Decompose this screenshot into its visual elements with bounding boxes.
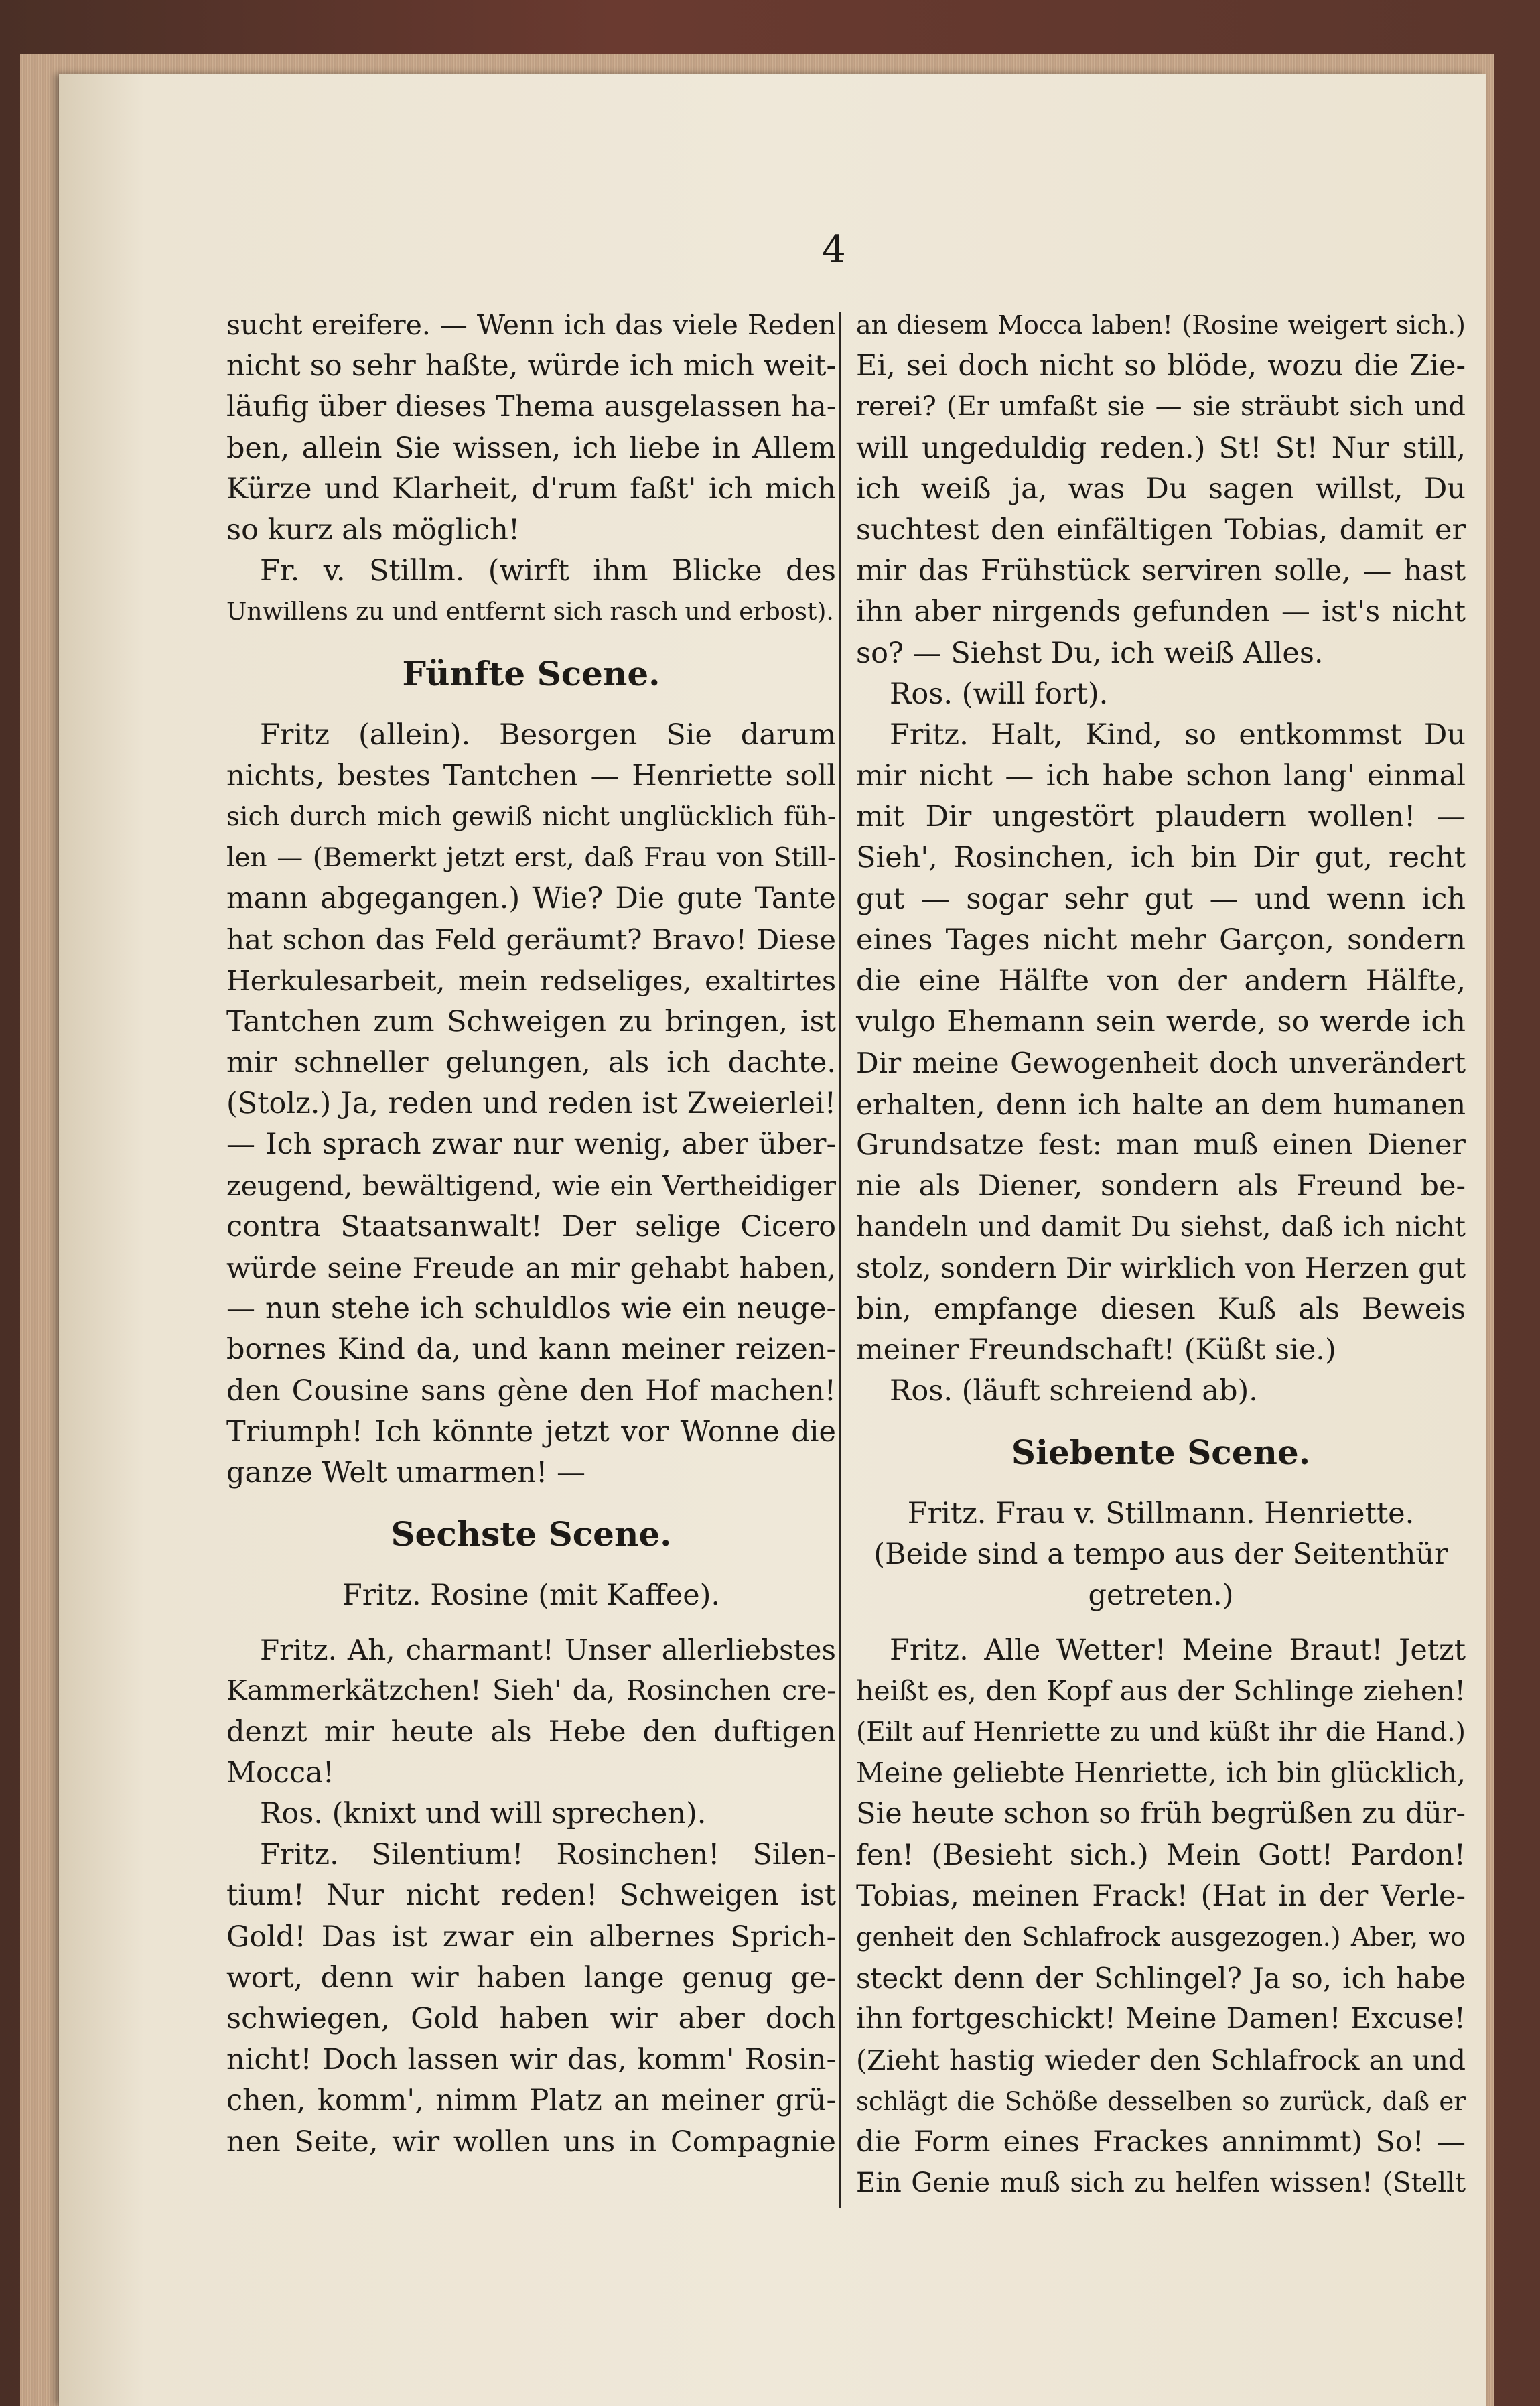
text-line: tium! Nur nicht reden! Schweigen ist	[226, 1879, 836, 1913]
text-line: nichts, bestes Tantchen — Henriette soll	[226, 758, 836, 793]
text-line: erhalten, denn ich halte an dem humanen	[856, 1087, 1466, 1121]
text-line: len — (Bemerkt jetzt erst, daß Frau von Still-	[226, 843, 836, 874]
text-line: genheit den Schlafrock ausgezogen.) Aber, wo	[856, 1922, 1466, 1952]
scene-heading: Siebente Scene.	[1011, 1432, 1311, 1473]
text-line: stolz, sondern Dir wirklich von Herzen gut	[856, 1252, 1466, 1285]
text-line: wort, denn wir haben lange genug ge-	[226, 1960, 836, 1995]
text-line: Fritz (allein). Besorgen Sie darum	[260, 718, 836, 752]
text-line: würde seine Freude an mir gehabt haben,	[226, 1251, 836, 1284]
text-line: sich durch mich gewiß nicht unglücklich füh-	[226, 801, 836, 832]
text-line: läufig über dieses Thema ausgelassen ha-	[226, 390, 837, 424]
text-line: meiner Freundschaft! (Küßt sie.)	[856, 1333, 1336, 1367]
left-text-column	[226, 305, 836, 2163]
text-line: Ros. (knixt und will sprechen).	[260, 1797, 707, 1830]
spacer	[856, 1617, 1466, 1630]
text-line: (Eilt auf Henriette zu und küßt ihr die Hand.)	[856, 1717, 1466, 1747]
text-line: (Stolz.) Ja, reden und reden ist Zweierlei!	[226, 1087, 836, 1121]
text-line: zeugend, bewältigend, wie ein Vertheidiger	[226, 1169, 836, 1202]
text-line: steckt denn der Schlingel? Ja so, ich habe	[856, 1962, 1466, 1995]
text-line: Triumph! Ich könnte jetzt vor Wonne die	[226, 1414, 836, 1449]
text-line: Kürze und Klarheit, d'rum faßt' ich mich	[226, 472, 836, 506]
text-line: an diesem Mocca laben! (Rosine weigert sich.)	[856, 310, 1466, 340]
text-line: bornes Kind da, und kann meiner reizen-	[226, 1333, 836, 1367]
text-line: Ein Genie muß sich zu helfen wissen! (Stellt	[856, 2167, 1466, 2199]
text-line: rerei? (Er umfaßt sie — sie sträubt sich und	[856, 391, 1466, 423]
stage-direction: Fritz. Frau v. Stillmann. Henriette.	[907, 1497, 1415, 1531]
text-line: mit Dir ungestört plaudern wollen! —	[856, 800, 1466, 834]
text-line: sucht ereifere. — Wenn ich das viele Reden	[226, 309, 836, 341]
text-line: ihn fortgeschickt! Meine Damen! Excuse!	[856, 2002, 1466, 2036]
text-line: Tantchen zum Schweigen zu bringen, ist	[226, 1004, 836, 1039]
text-line: Ros. (läuft schreiend ab).	[890, 1374, 1258, 1408]
text-line: Fritz. Alle Wetter! Meine Braut! Jetzt	[890, 1633, 1466, 1667]
text-line: die eine Hälfte von der andern Hälfte,	[856, 964, 1466, 998]
text-line: suchtest den einfältigen Tobias, damit er	[856, 513, 1466, 547]
text-line: Kammerkätzchen! Sieh' da, Rosinchen cre-	[226, 1674, 836, 1707]
text-line: mir nicht — ich habe schon lang' einmal	[856, 759, 1466, 793]
text-line: vulgo Ehemann sein werde, so werde ich	[856, 1005, 1466, 1039]
text-line: — Ich sprach zwar nur wenig, aber über-	[226, 1128, 836, 1162]
stage-direction: Fritz. Rosine (mit Kaffee).	[342, 1579, 721, 1613]
text-line: Fritz. Silentium! Rosinchen! Silen-	[260, 1838, 836, 1872]
text-line: denzt mir heute als Hebe den duftigen	[226, 1715, 836, 1749]
text-line: so? — Siehst Du, ich weiß Alles.	[856, 636, 1324, 670]
text-line: nicht so sehr haßte, würde ich mich weit-	[226, 349, 836, 383]
text-line: hat schon das Feld geräumt? Bravo! Diese	[226, 923, 836, 957]
page-number: 4	[822, 228, 846, 271]
text-line: Gold! Das ist zwar ein albernes Sprich-	[226, 1920, 836, 1954]
text-line: Fritz. Halt, Kind, so entkommst Du	[890, 718, 1466, 752]
text-line: ihn aber nirgends gefunden — ist's nicht	[856, 595, 1466, 629]
stage-direction: getreten.)	[1088, 1579, 1234, 1613]
text-line: ganze Welt umarmen! —	[226, 1455, 585, 1489]
text-line: so kurz als möglich!	[226, 513, 520, 547]
text-line: gut — sogar sehr gut — und wenn ich	[856, 882, 1466, 916]
text-line: mann abgegangen.) Wie? Die gute Tante	[226, 882, 836, 916]
text-line: heißt es, den Kopf aus der Schlinge ziehen!	[856, 1674, 1466, 1707]
text-line: Unwillens zu und entfernt sich rasch und erbost).	[226, 598, 834, 626]
text-line: Sieh', Rosinchen, ich bin Dir gut, recht	[856, 841, 1466, 875]
column-divider	[839, 312, 841, 2208]
text-line: ben, allein Sie wissen, ich liebe in Allem	[226, 431, 836, 465]
scene-heading: Sechste Scene.	[391, 1514, 672, 1554]
scene-heading: Fünfte Scene.	[402, 653, 660, 693]
text-line: Dir meine Gewogenheit doch unverändert	[856, 1047, 1466, 1080]
spacer	[226, 1616, 836, 1629]
text-line: Fr. v. Stillm. (wirft ihm Blicke des	[260, 554, 836, 588]
text-line: nen Seite, wir wollen uns in Compagnie	[226, 2125, 836, 2159]
text-line: nie als Diener, sondern als Freund be-	[856, 1168, 1466, 1203]
text-line: ich weiß ja, was Du sagen willst, Du	[856, 472, 1466, 506]
right-text-column	[856, 305, 1466, 2204]
text-line: Grundsatze fest: man muß einen Diener	[856, 1128, 1466, 1162]
stage-direction: (Beide sind a tempo aus der Seitenthür	[873, 1538, 1448, 1572]
text-line: fen! (Besieht sich.) Mein Gott! Pardon!	[856, 1838, 1466, 1872]
text-line: handeln und damit Du siehst, daß ich nicht	[856, 1211, 1466, 1244]
text-line: schwiegen, Gold haben wir aber doch	[226, 2001, 836, 2035]
text-line: Sie heute schon so früh begrüßen zu dür-	[856, 1797, 1466, 1831]
text-line: will ungeduldig reden.) St! St! Nur still,	[856, 431, 1466, 465]
text-line: die Form eines Frackes annimmt) So! —	[856, 2125, 1466, 2159]
text-line: eines Tages nicht mehr Garçon, sondern	[856, 923, 1466, 957]
text-line: nicht! Doch lassen wir das, komm' Rosin-	[226, 2043, 836, 2077]
text-line: Mocca!	[226, 1755, 334, 1790]
text-line: Ros. (will fort).	[890, 677, 1109, 711]
text-line: mir das Frühstück serviren solle, — hast	[856, 554, 1466, 588]
text-line: — nun stehe ich schuldlos wie ein neuge-	[226, 1292, 836, 1326]
text-line: schlägt die Schöße desselben so zurück, daß er	[856, 2086, 1466, 2116]
text-line: den Cousine sans gène den Hof machen!	[226, 1374, 836, 1408]
text-line: (Zieht hastig wieder den Schlafrock an und	[856, 2044, 1466, 2076]
text-line: Herkulesarbeit, mein redseliges, exaltirtes	[226, 964, 836, 997]
text-line: mir schneller gelungen, als ich dachte.	[226, 1046, 836, 1079]
text-line: contra Staatsanwalt! Der selige Cicero	[226, 1209, 836, 1244]
text-line: chen, komm', nimm Platz an meiner grü-	[226, 2084, 836, 2118]
text-line: Meine geliebte Henriette, ich bin glücklich,	[856, 1757, 1466, 1790]
text-line: Fritz. Ah, charmant! Unser allerliebstes	[260, 1633, 836, 1667]
text-line: Tobias, meinen Frack! (Hat in der Verle-	[856, 1879, 1466, 1913]
text-line: Ei, sei doch nicht so blöde, wozu die Zie-	[856, 349, 1466, 383]
text-line: bin, empfange diesen Kuß als Beweis	[856, 1292, 1466, 1326]
